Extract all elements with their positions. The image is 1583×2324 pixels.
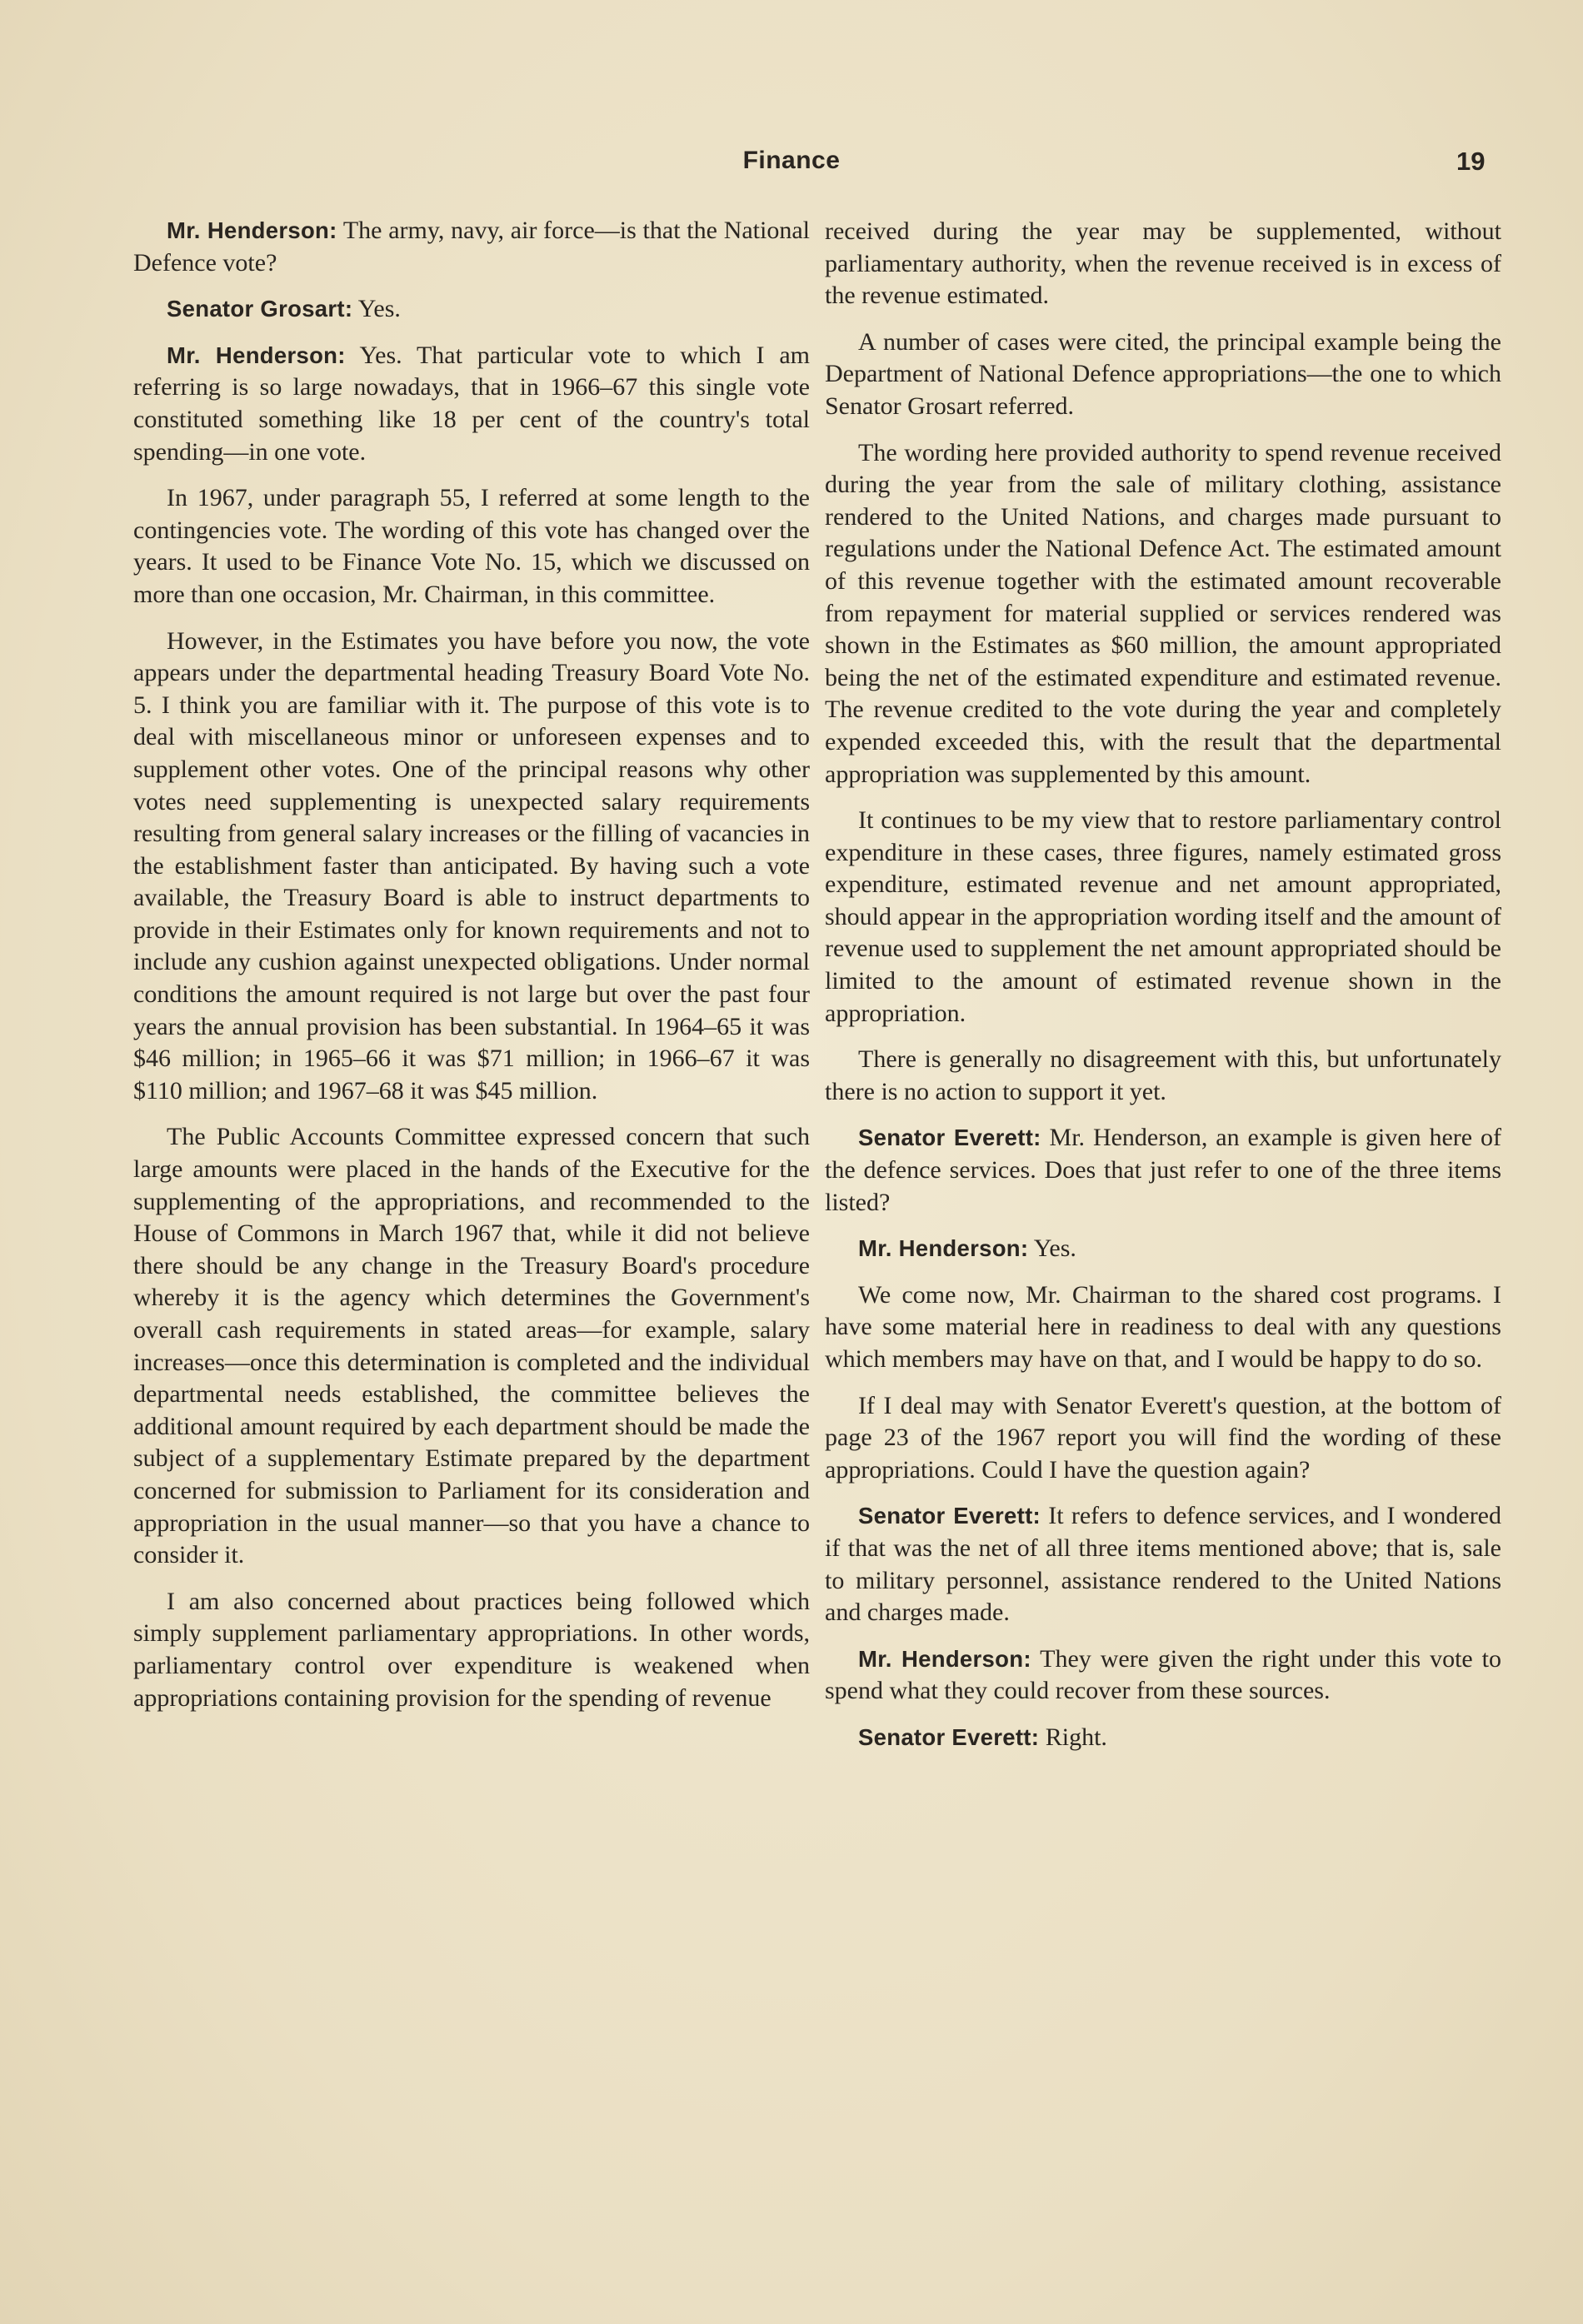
speaker-name: Mr. Henderson:: [858, 1235, 1029, 1262]
paragraph: [133, 1586, 810, 1714]
paragraph: [825, 1233, 1501, 1265]
paragraph: [825, 216, 1501, 312]
paragraph-text: However, in the Estimates you have before you now, the vote appears under the departmental heading Treasury Board Vote No. 5. I think you are familiar with it. The purpose of this vote is to deal with miscellaneous minor or unforeseen expenses and to supplement other votes. One of the principal reasons why other votes need supplementing is unexpected salary requirements resulting from general salary increases or the filling of vacancies in the establishment faster than anticipated. By having such a vote available, the Treasury Board is able to instruct departments to provide in their Estimates only for known requirements and not to include any cushion against unexpected obligations. Under normal conditions the amount required is not large but over the past four years the annual provision has been substantial. In 1964–65 it was $46 million; in 1965–66 it was $71 million; in 1966–67 it was $110 million; and 1967–68 it was $45 million.: [133, 626, 810, 1105]
paragraph-text: We come now, Mr. Chairman to the shared cost programs. I have some material here in readiness to deal with any questions which members may have on that, and I would be happy to do so.: [825, 1280, 1501, 1373]
paragraph: [133, 1121, 810, 1571]
paragraph-text: It continues to be my view that to restore parliamentary control expenditure in these cases, three figures, namely estimated gross expenditure, estimated revenue and net amount appropriated, should appear in the appropriation wording itself and the amount of revenue used to supplement the net amount appropriated should be limited to the amount of estimated revenue shown in the appropriation.: [825, 806, 1501, 1027]
paragraph-text: The wording here provided authority to spend revenue received during the year from the sale of military clothing, assistance rendered to the United Nations, and charges made pursuant to regulations under the National Defence Act. The estimated amount of this revenue together with the estimated amount recoverable from repayment for material supplied or services rendered was shown in the Estimates as $60 million, the amount appropriated being the net of the estimated expenditure and estimated revenue. The revenue credited to the vote during the year and completely expended exceeded this, with the result that the departmental appropriation was supplemented by this amount.: [825, 438, 1501, 788]
paragraph: [825, 327, 1501, 423]
speaker-name: Senator Everett:: [858, 1503, 1041, 1529]
paragraph-text: In 1967, under paragraph 55, I referred at some length to the contingencies vote. The wording of this vote has changed over the years. It used to be Finance Vote No. 15, which we discussed on more than one occasion, Mr. Chairman, in this committee.: [133, 484, 810, 608]
paragraph-text: I am also concerned about practices being followed which simply supplement parliamentary appropriations. In other words, parliamentary control over expenditure is weakened when appropriations containing provision for the spending of revenue: [133, 1587, 810, 1712]
paragraph: [133, 215, 810, 279]
paragraph: [133, 482, 810, 611]
paragraph: [133, 340, 810, 468]
paragraph-text: They were given the right under this vote to spend what they could recover from these sources.: [825, 1644, 1501, 1705]
left-column: [133, 215, 810, 1728]
paragraph-text: Yes.: [357, 295, 401, 323]
paragraph-text: Mr. Henderson, an example is given here of the defence services. Does that just refer to one of the three items listed?: [825, 1124, 1501, 1216]
paragraph: [825, 1279, 1501, 1376]
speaker-name: Mr. Henderson:: [167, 217, 337, 243]
page-number: 19: [1456, 147, 1486, 176]
paragraph: [133, 626, 810, 1108]
paragraph-text: If I deal may with Senator Everett's question, at the bottom of page 23 of the 1967 report you will find the wording of these appropriations. Could I have the question again?: [825, 1391, 1501, 1484]
paragraph-text: It refers to defence services, and I wondered if that was the net of all three items mentioned above; that is, sale to military personnel, assistance rendered to the United Nations and charges made.: [825, 1502, 1502, 1627]
speaker-name: Senator Everett:: [858, 1723, 1040, 1750]
paragraph: [825, 1390, 1501, 1487]
paragraph: [825, 1643, 1501, 1708]
speaker-name: Senator Everett:: [858, 1125, 1041, 1151]
paragraph: [825, 1722, 1501, 1754]
paragraph-text: A number of cases were cited, the principal example being the Department of National Defence appropriations—the one to which Senator Grosart referred.: [825, 327, 1501, 420]
paragraph-text: Right.: [1045, 1723, 1107, 1751]
paragraph: [825, 1044, 1501, 1108]
paragraph-text: Yes.: [1033, 1234, 1076, 1263]
page-header-title: Finance: [742, 147, 841, 174]
paragraph-text: The army, navy, air force—is that the National Defence vote?: [133, 217, 810, 277]
speaker-name: Mr. Henderson:: [167, 342, 346, 368]
paragraph-text: Yes. That particular vote to which I am referring is so large nowadays, that in 1966–67 this single vote constituted something like 18 per cent of the country's total spending—in one vote.: [133, 341, 810, 466]
paragraph: [825, 1500, 1501, 1628]
paragraph-text: received during the year may be supplemented, without parliamentary authority, when the revenue received is in excess of the revenue estimated.: [825, 217, 1501, 310]
paragraph: [825, 437, 1501, 791]
paragraph-text: There is generally no disagreement with this, but unfortunately there is no action to support it yet.: [825, 1045, 1501, 1105]
right-column: [825, 216, 1501, 1768]
paragraph: [825, 805, 1501, 1030]
paragraph: [825, 1122, 1501, 1219]
speaker-name: Senator Grosart:: [167, 296, 353, 322]
speaker-name: Mr. Henderson:: [858, 1645, 1031, 1672]
paragraph: [133, 293, 810, 326]
paragraph-text: The Public Accounts Committee expressed concern that such large amounts were placed in the hands of the Executive for the supplementing of the appropriations, and recommended to the House of Commons in March 1967 that, while it did not believe there should be any change in the Treasury Board's procedure whereby it is the agency which determines the Government's overall cash requirements in stated areas—for example, salary increases—once this determination is completed and the individual departmental needs established, the committee believes the additional amount required by each department should be made the subject of a supplementary Estimate prepared by the department concerned for submission to Parliament for its consideration and appropriation in the usual manner—so that you have a chance to consider it.: [133, 1123, 810, 1569]
